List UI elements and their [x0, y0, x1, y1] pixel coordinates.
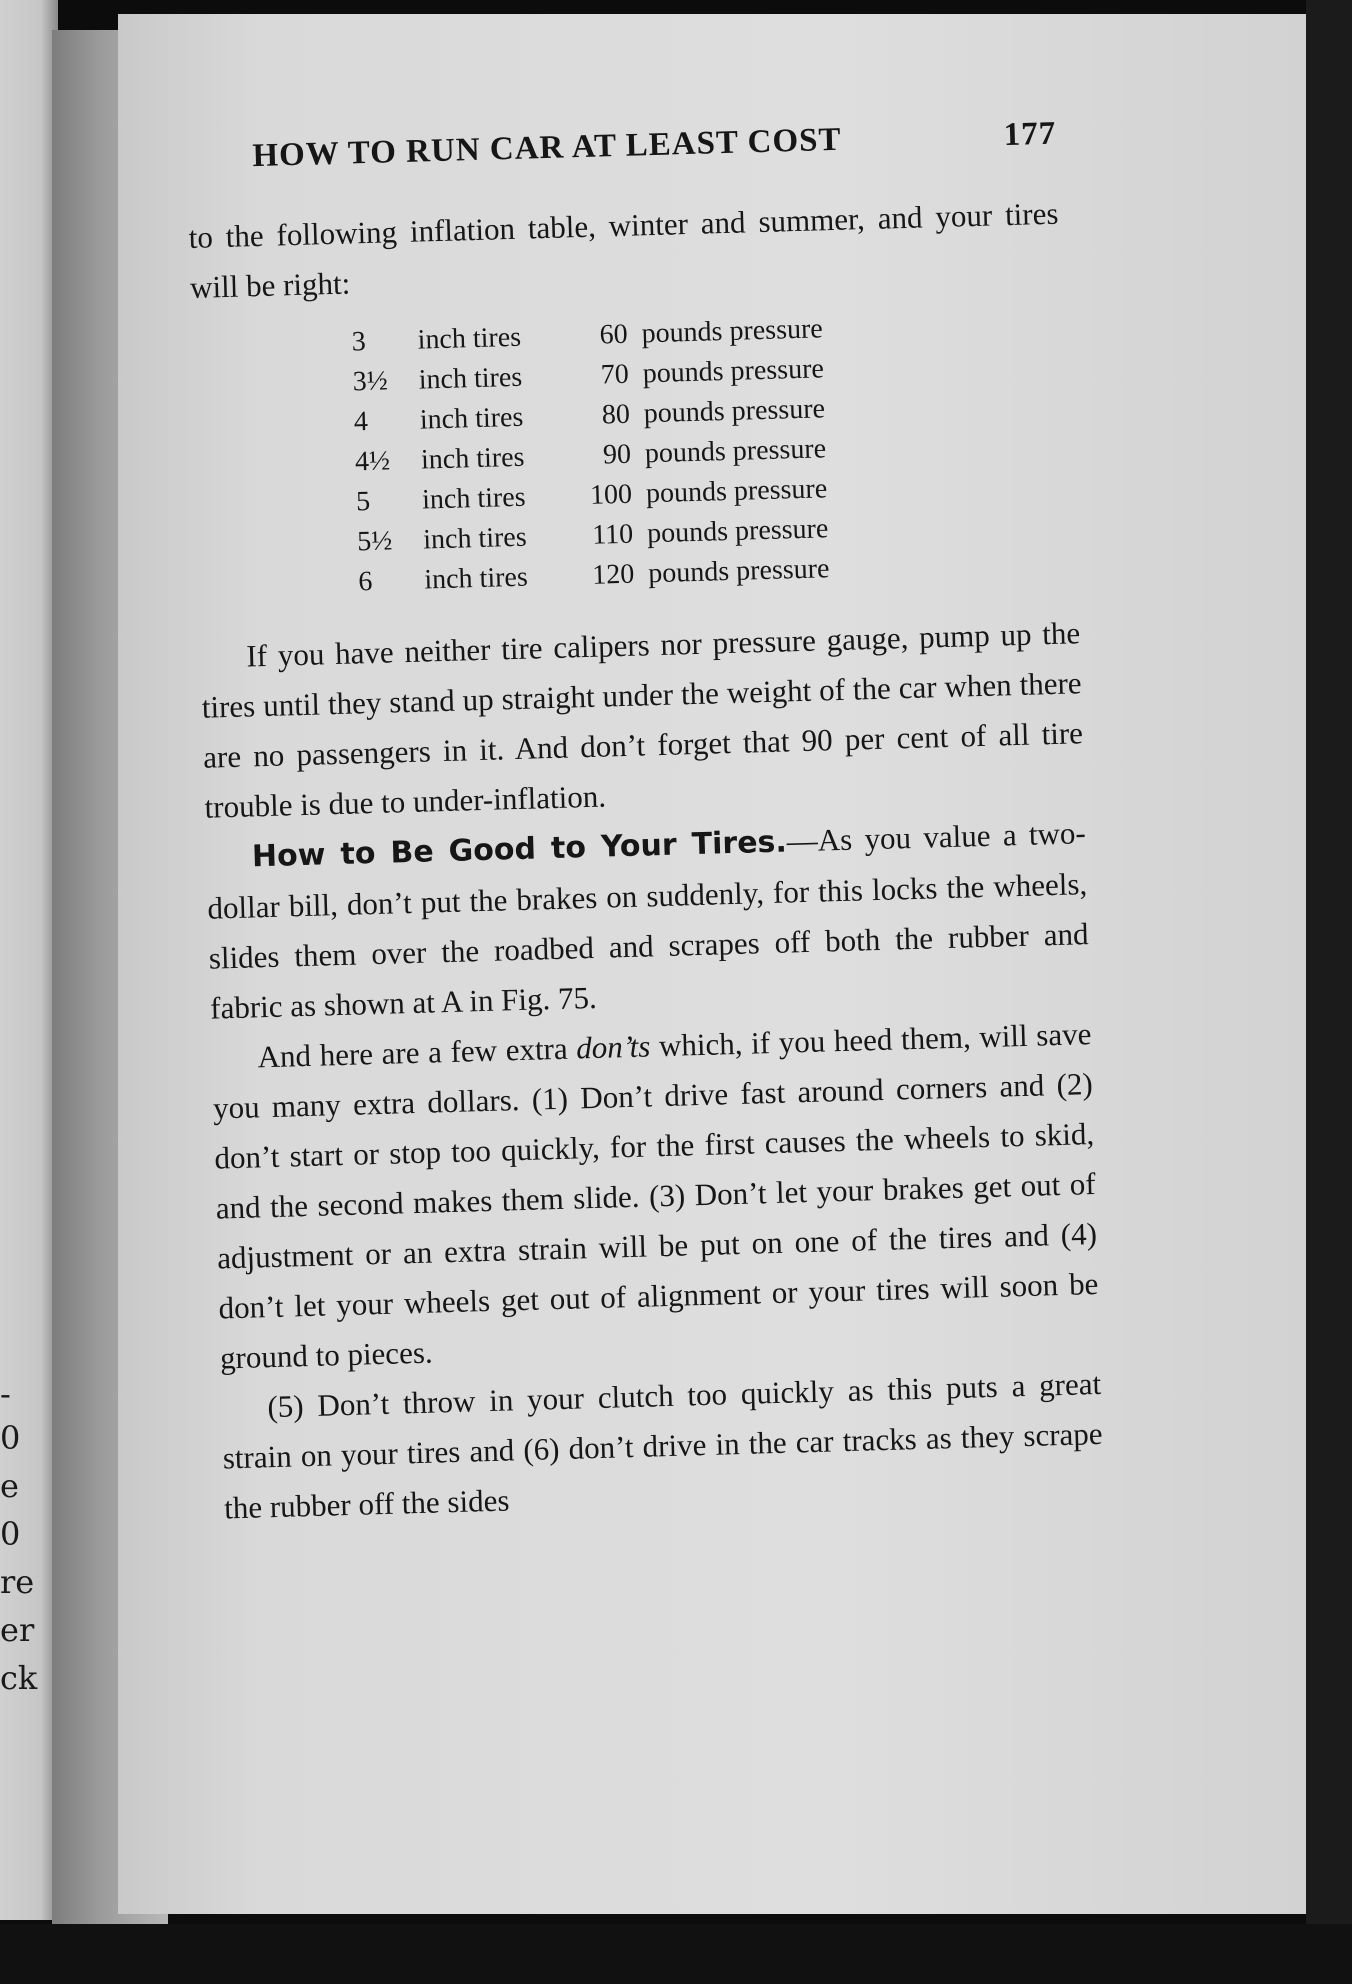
left-page-fragment: -: [0, 1375, 11, 1413]
section-paragraph: [205, 808, 1090, 1033]
tire-unit: inch tires: [422, 521, 528, 556]
donts-paragraph: [211, 1009, 1100, 1383]
tire-unit: inch tires: [418, 361, 523, 396]
left-page-fragment: re: [0, 1563, 35, 1601]
clutch-paragraph: (5) Don’t throw in your clutch too quickly as this puts a great strain on your tires and (6) don’t drive in the car tracks as they scrape the rubber off the sides: [222, 1365, 1103, 1526]
pressure-value: 100: [589, 478, 633, 511]
left-page-fragment: e: [0, 1467, 19, 1505]
pressure-unit: pounds pressure: [644, 433, 827, 470]
pressure-unit: pounds pressure: [642, 353, 825, 390]
pressure-unit: pounds pressure: [646, 513, 829, 550]
tire-unit: inch tires: [420, 441, 525, 476]
pressure-unit: pounds pressure: [641, 313, 824, 350]
tire-unit: inch tires: [417, 321, 522, 356]
right-page-edge: [1306, 0, 1352, 1984]
pressure-unit: pounds pressure: [645, 473, 828, 510]
tire-size: 5½: [356, 525, 393, 558]
tire-size: 4½: [354, 445, 391, 478]
donts-text-start: And here are a few extra: [257, 1030, 577, 1075]
tire-unit: inch tires: [423, 561, 529, 596]
left-page-fragment: ck: [0, 1659, 38, 1697]
left-page-fragment: 0: [0, 1515, 21, 1553]
section-body: —As you value a two-dollar bill, don’t put the brakes on suddenly, for this locks the wheels, slides them over the roadbed and scrapes off both the rubber and fabric as shown at A in Fig. 75.: [206, 815, 1089, 1026]
pressure-value: 120: [591, 558, 635, 591]
tire-size: 6: [357, 565, 373, 598]
inflation-table: [351, 301, 1139, 603]
pressure-value: 90: [602, 438, 632, 471]
tire-size: 4: [353, 406, 369, 438]
calipers-paragraph: If you have neither tire calipers nor pressure gauge, pump up the tires until they stand up straight under the weight of the car when there are no passengers in it. And don’t forget that 90 per cent of all tire trouble is due to under-inflation.: [201, 615, 1084, 825]
tire-size: 3½: [352, 365, 389, 398]
left-page-fragment: er: [0, 1611, 35, 1649]
pressure-unit: pounds pressure: [647, 553, 830, 590]
page-number: 177: [1003, 115, 1057, 154]
previous-page-edge: [0, 0, 58, 1920]
donts-emphasis: don’ts: [575, 1028, 651, 1066]
pressure-value: 60: [599, 318, 629, 351]
donts-text-end: which, if you heed them, will save you many extra dollars. (1) Don’t drive fast around corners and (2) don’t start or stop too quickly, for the first causes the wheels to skid, and the second makes them slide. (3) Don’t let your brakes get out of adjustment or an extra strain will be put on one of the tires and (4) don’t let your wheels get out of alignment or your tires will soon be ground to pieces.: [212, 1016, 1099, 1376]
tire-unit: inch tires: [421, 481, 526, 516]
intro-paragraph: to the following inflation table, winter and summer, and your tires will be right:: [188, 195, 1059, 305]
bottom-edge: [0, 1924, 1352, 1984]
tire-unit: inch tires: [419, 401, 524, 436]
left-page-fragment: 0: [0, 1419, 21, 1457]
tire-size: 5: [355, 486, 371, 518]
pressure-value: 110: [591, 518, 634, 551]
tire-size: 3: [351, 326, 367, 358]
section-heading: How to Be Good to Your Tires.: [251, 824, 788, 875]
pressure-value: 80: [601, 398, 631, 431]
page-content: [186, 114, 1165, 1534]
pressure-unit: pounds pressure: [643, 393, 826, 430]
pressure-value: 70: [600, 358, 630, 391]
running-title: HOW TO RUN CAR AT LEAST COST: [251, 121, 842, 175]
